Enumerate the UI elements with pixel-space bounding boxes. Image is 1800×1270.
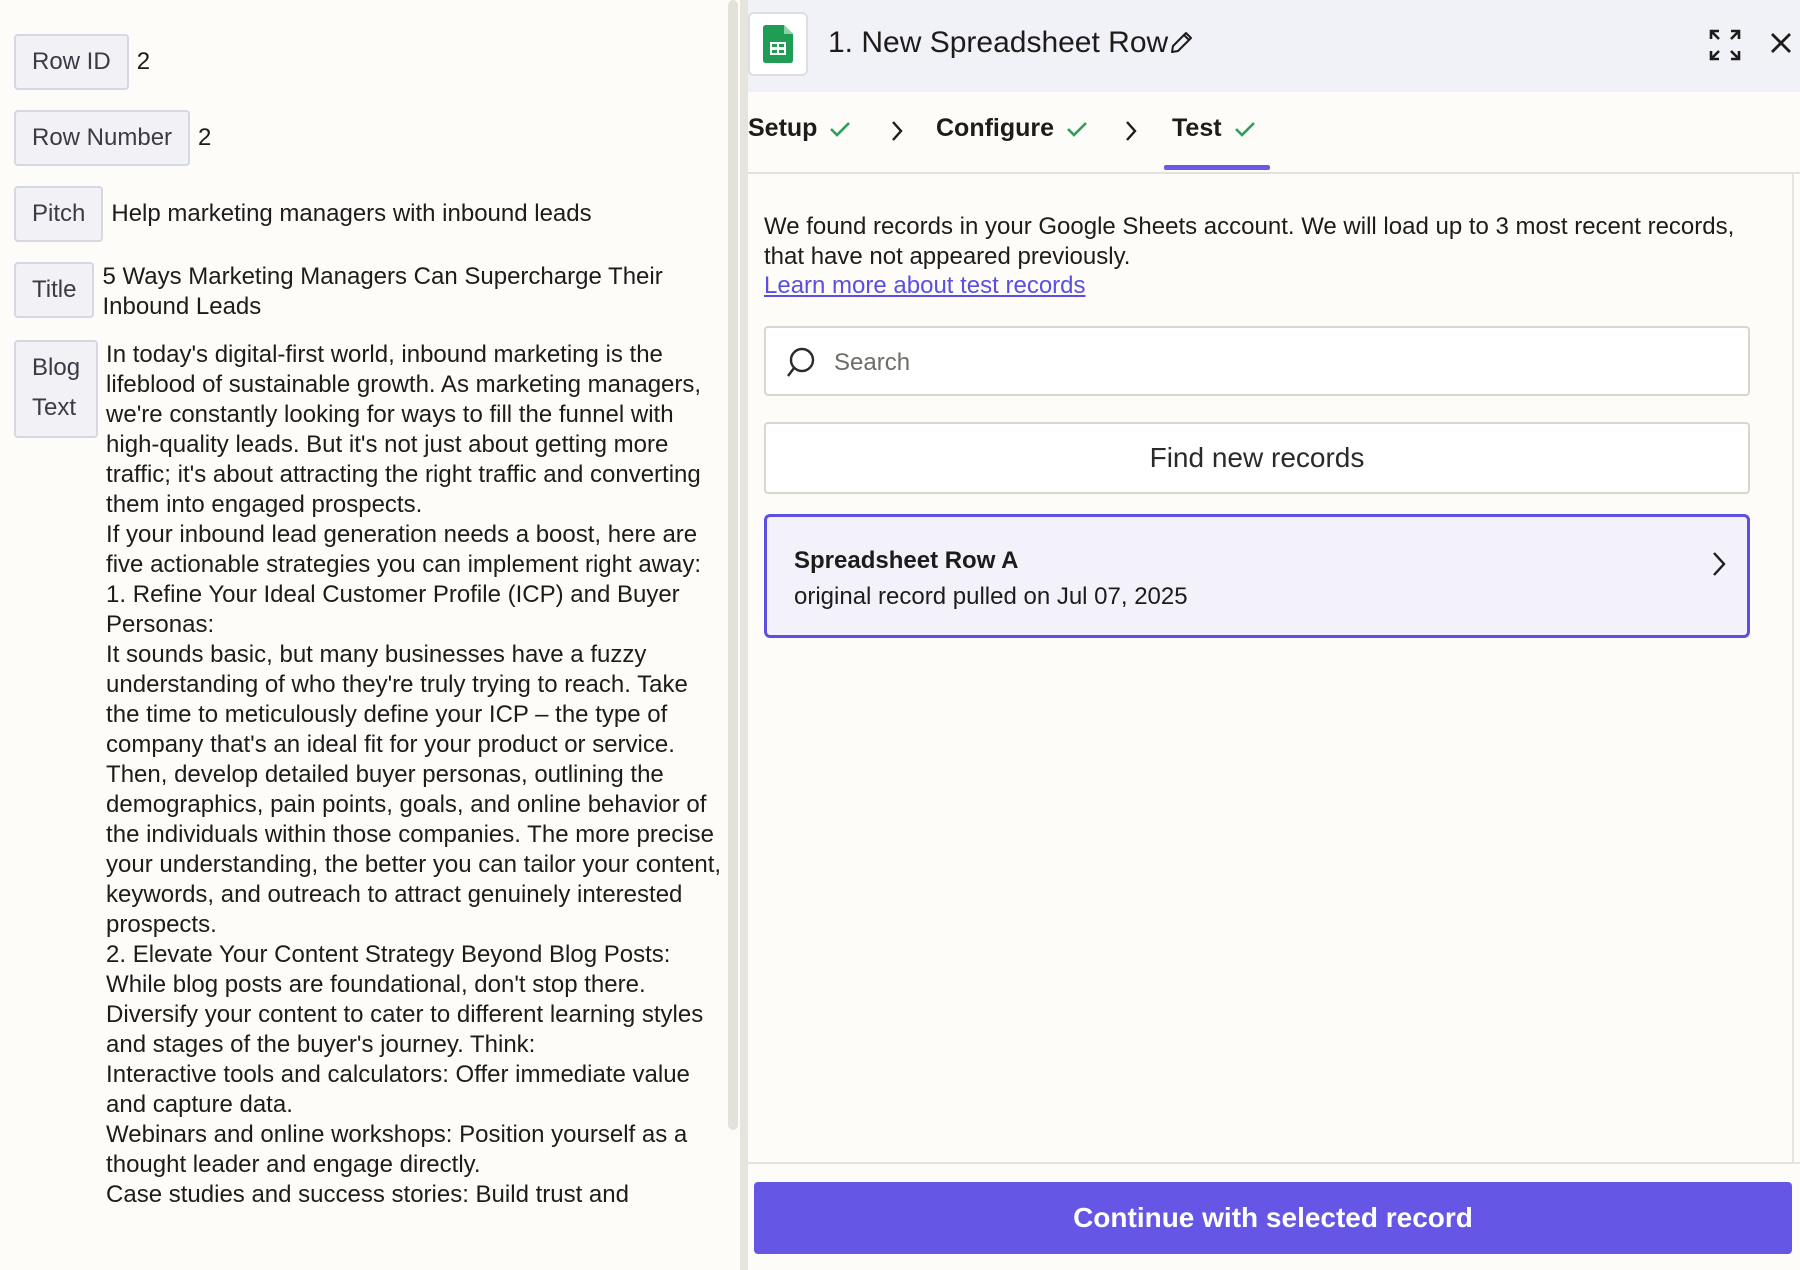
chevron-right-icon (1124, 120, 1138, 142)
pencil-icon[interactable] (1168, 30, 1194, 61)
search-input[interactable] (832, 342, 1716, 384)
field-blog-text (14, 340, 726, 1210)
search-box[interactable] (764, 326, 1750, 396)
field-key-pill: Title (14, 262, 94, 318)
scrollbar[interactable] (1792, 172, 1794, 1162)
field-key-pill: Row ID (14, 34, 129, 90)
field-value: 5 Ways Marketing Managers Can Supercharge Their Inbound Leads (102, 263, 663, 320)
tab-label: Configure (936, 114, 1055, 142)
close-icon[interactable] (1768, 30, 1794, 61)
field-pitch (14, 186, 592, 242)
check-icon (829, 120, 851, 138)
record-subtitle: original record pulled on Jul 07, 2025 (794, 583, 1188, 610)
find-new-records-button[interactable]: Find new records (764, 422, 1750, 494)
record-detail-panel (0, 0, 740, 1270)
check-icon (1066, 120, 1088, 138)
search-icon (784, 346, 818, 380)
field-value: In today's digital-first world, inbound marketing is the lifeblood of sustainable growth. As marketing managers, we're constantly looking for ways to fill the funnel with high-quality leads. But it's not just about getting more traffic; it's about attracting the right traffic and converting them into engaged prospects. If your inbound lead generation needs a boost, here are five actionable strategies you can implement right away: 1. Refine Your Ideal Customer Profile (ICP) and Buyer Personas: It sounds basic, but many businesses have a fuzzy understanding of who they're truly trying to reach. Take the time to meticulously define your ICP – the type of company that's an ideal fit for your product or service. Then, develop detailed buyer personas, outlining the demographics, pain points, goals, and online behavior of the individuals within those companies. The more precise your understanding, the better you can tailor your content, keywords, and outreach to attract genuinely interested prospects. 2. Elevate Your Content Strategy Beyond Blog Posts: While blog posts are foundational, don't stop there. Diversify your content to cater to different learning styles and stages of the buyer's journey. Think: Interactive tools and calculators: Offer immediate value and capture data. Webinars and online workshops: Position yourself as a thought leader and engage directly. Case studies and success stories: Build trust and (106, 341, 722, 1208)
chevron-right-icon (890, 120, 904, 142)
tab-test[interactable] (1172, 114, 1256, 143)
step-tabs (748, 92, 1800, 174)
learn-more-link[interactable]: Learn more about test records (764, 272, 1086, 299)
field-key-pill (14, 340, 98, 438)
records-found-message: We found records in your Google Sheets account. We will load up to 3 most recent records, that have not appeared previously. (764, 213, 1735, 270)
record-card-selected[interactable] (764, 514, 1750, 638)
record-title: Spreadsheet Row A (794, 547, 1019, 574)
active-tab-indicator (1164, 165, 1270, 170)
step-editor-panel (748, 0, 1800, 1270)
field-value: 2 (136, 48, 151, 75)
field-key-line: Text (32, 394, 77, 421)
field-title (14, 262, 702, 322)
field-key-pill: Pitch (14, 186, 103, 242)
panel-divider[interactable] (740, 0, 748, 1270)
step-header (748, 0, 1800, 92)
footer-divider (748, 1162, 1800, 1164)
field-value: 2 (198, 124, 212, 151)
tab-configure[interactable] (936, 114, 1088, 143)
field-key-pill: Row Number (14, 110, 190, 166)
tab-label: Test (1172, 114, 1222, 142)
step-title[interactable]: 1. New Spreadsheet Row (828, 26, 1169, 59)
field-row-id (14, 34, 150, 90)
tab-setup[interactable] (748, 114, 851, 143)
scrollbar[interactable] (728, 0, 738, 1130)
tab-label: Setup (748, 114, 818, 142)
expand-icon[interactable] (1708, 28, 1742, 67)
field-key-line: Blog (32, 354, 81, 381)
check-icon (1234, 120, 1256, 138)
continue-with-selected-record-button[interactable]: Continue with selected record (754, 1182, 1792, 1254)
google-sheets-icon (748, 12, 808, 76)
chevron-right-icon (1711, 551, 1727, 577)
field-row-number (14, 110, 211, 166)
field-value: Help marketing managers with inbound leads (111, 200, 592, 227)
